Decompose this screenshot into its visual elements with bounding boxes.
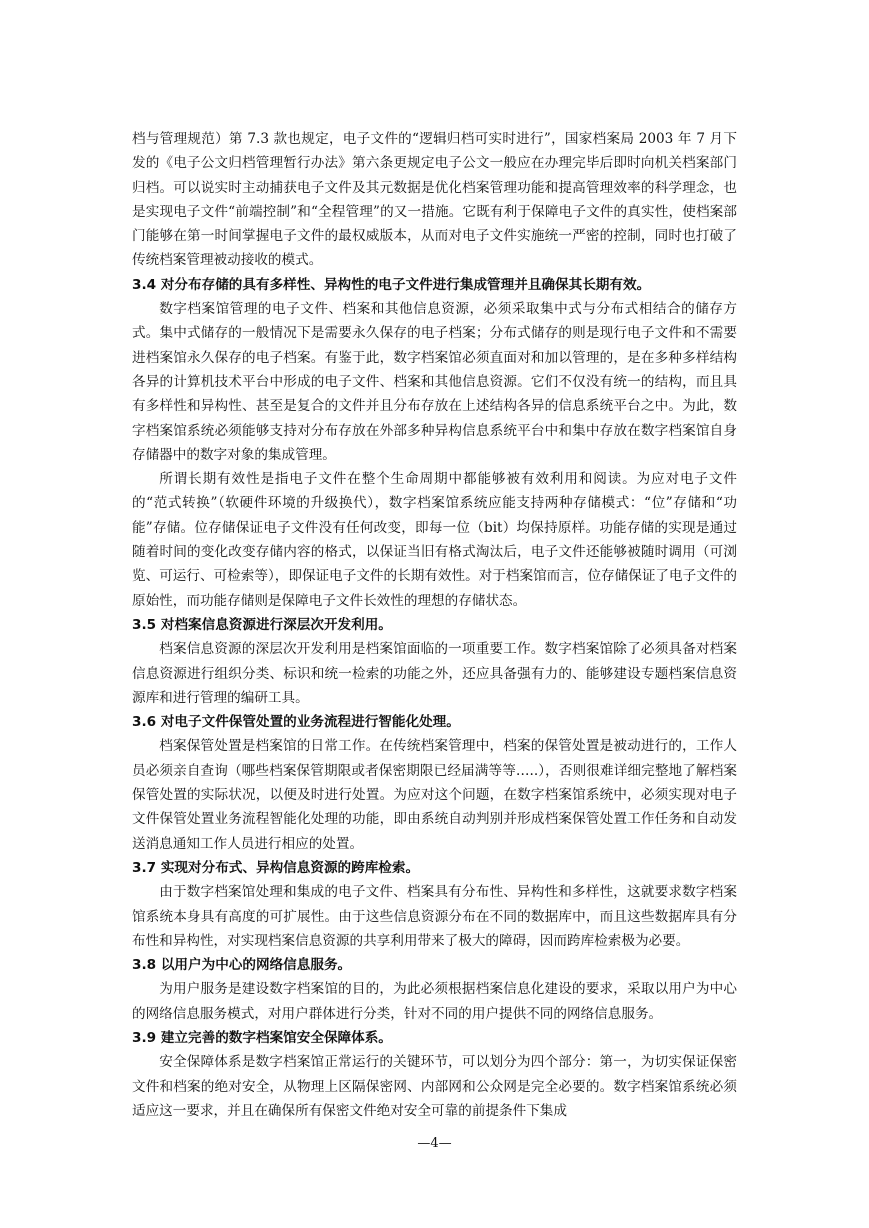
section-heading-3-4: 3.4 对分布存储的具有多样性、异构性的电子文件进行集成管理并且确保其长期有效。: [132, 276, 651, 293]
intro-paragraph: 档与管理规范）第 7.3 款也规定，电子文件的“逻辑归档可实时进行”，国家档案局 2003 年 7 月下发的《电子公文归档管理暂行办法》第六条更规定电子公文一般应在办理完毕后即时向机关档案部门归档。可以说实时主动捕获电子文件及其元数据是优化档案管理功能和提高管理效率的科学理念，也是实现电子文件“前端控制”和“全程管理”的又一措施。它既有利于保障电子文件的真实性，使档案部门能够在第一时间掌握电子文件的最权威版本，从而对电子文件实施统一严密的控制，同时也打破了传统档案管理被动接收的模式。: [132, 131, 737, 269]
section-3-6-paragraph-1: 档案保管处置是档案馆的日常工作。在传统档案管理中，档案的保管处置是被动进行的，工作人员必须亲自查询（哪些档案保管期限或者保密期限已经届满等等…..），否则很难详细完整地了解档案保管处置的实际状况，以便及时进行处置。为应对这个问题，在数字档案馆系统中，必须实现对电子文件保管处置业务流程智能化处理的功能，即由系统自动判别并形成档案保管处置工作任务和自动发送消息通知工作人员进行相应的处置。: [132, 738, 737, 852]
section-3-5-paragraph-1: 档案信息资源的深层次开发利用是档案馆面临的一项重要工作。数字档案馆除了必须具备对档案信息资源进行组织分类、标识和统一检索的功能之外，还应具备强有力的、能够建设专题档案信息资源库和进行管理的编研工具。: [132, 641, 737, 706]
section-3-9-paragraph-1: 安全保障体系是数字档案馆正常运行的关键环节，可以划分为四个部分：第一，为切实保证保密文件和档案的绝对安全，从物理上区隔保密网、内部网和公众网是完全必要的。数字档案馆系统必须适应这一要求，并且在确保所有保密文件绝对安全可靠的前提条件下集成: [132, 1054, 737, 1119]
section-heading-3-7: 3.7 实现对分布式、异构信息资源的跨库检索。: [132, 859, 420, 876]
page-number: —4—: [417, 1136, 452, 1151]
section-3-8-paragraph-1: 为用户服务是建设数字档案馆的目的，为此必须根据档案信息化建设的要求，采取以用户为中心的网络信息服务模式，对用户群体进行分类，针对不同的用户提供不同的网络信息服务。: [132, 981, 737, 1022]
section-heading-3-9: 3.9 建立完善的数字档案馆安全保障体系。: [132, 1029, 392, 1046]
section-3-7-paragraph-1: 由于数字档案馆处理和集成的电子文件、档案具有分布性、异构性和多样性，这就要求数字档案馆系统本身具有高度的可扩展性。由于这些信息资源分布在不同的数据库中，而且这些数据库具有分布性和异构性，对实现档案信息资源的共享利用带来了极大的障碍，因而跨库检索极为必要。: [132, 884, 737, 949]
section-3-4-paragraph-2: 所谓长期有效性是指电子文件在整个生命周期中都能够被有效利用和阅读。为应对电子文件的“范式转换”（软硬件环境的升级换代），数字档案馆系统应能支持两种存储模式：“位”存储和“功能”存储。位存储保证电子文件没有任何改变，即每一位（bit）均保持原样。功能存储的实现是通过随着时间的变化改变存储内容的格式，以保证当旧有格式淘汰后，电子文件还能够被随时调用（可浏览、可运行、可检索等），即保证电子文件的长期有效性。对于档案馆而言，位存储保证了电子文件的原始性，而功能存储则是保障电子文件长效性的理想的存储状态。: [132, 471, 737, 609]
document-body: [132, 127, 737, 1123]
section-heading-3-6: 3.6 对电子文件保管处置的业务流程进行智能化处理。: [132, 714, 460, 731]
section-heading-3-5: 3.5 对档案信息资源进行深层次开发利用。: [132, 616, 392, 633]
section-heading-3-8: 3.8 以用户为中心的网络信息服务。: [132, 957, 352, 974]
section-3-4-paragraph-1: 数字档案馆管理的电子文件、档案和其他信息资源，必须采取集中式与分布式相结合的储存方式。集中式储存的一般情况下是需要永久保存的电子档案；分布式储存的则是现行电子文件和不需要进档案馆永久保存的电子档案。有鉴于此，数字档案馆必须直面对和加以管理的，是在多种多样结构各异的计算机技术平台中形成的电子文件、档案和其他信息资源。它们不仅没有统一的结构，而且具有多样性和异构性、甚至是复合的文件并且分布存放在上述结构各异的信息系统平台之中。为此，数字档案馆系统必须能够支持对分布存放在外部多种异构信息系统平台中和集中存放在数字档案馆自身存储器中的数字对象的集成管理。: [132, 301, 737, 463]
